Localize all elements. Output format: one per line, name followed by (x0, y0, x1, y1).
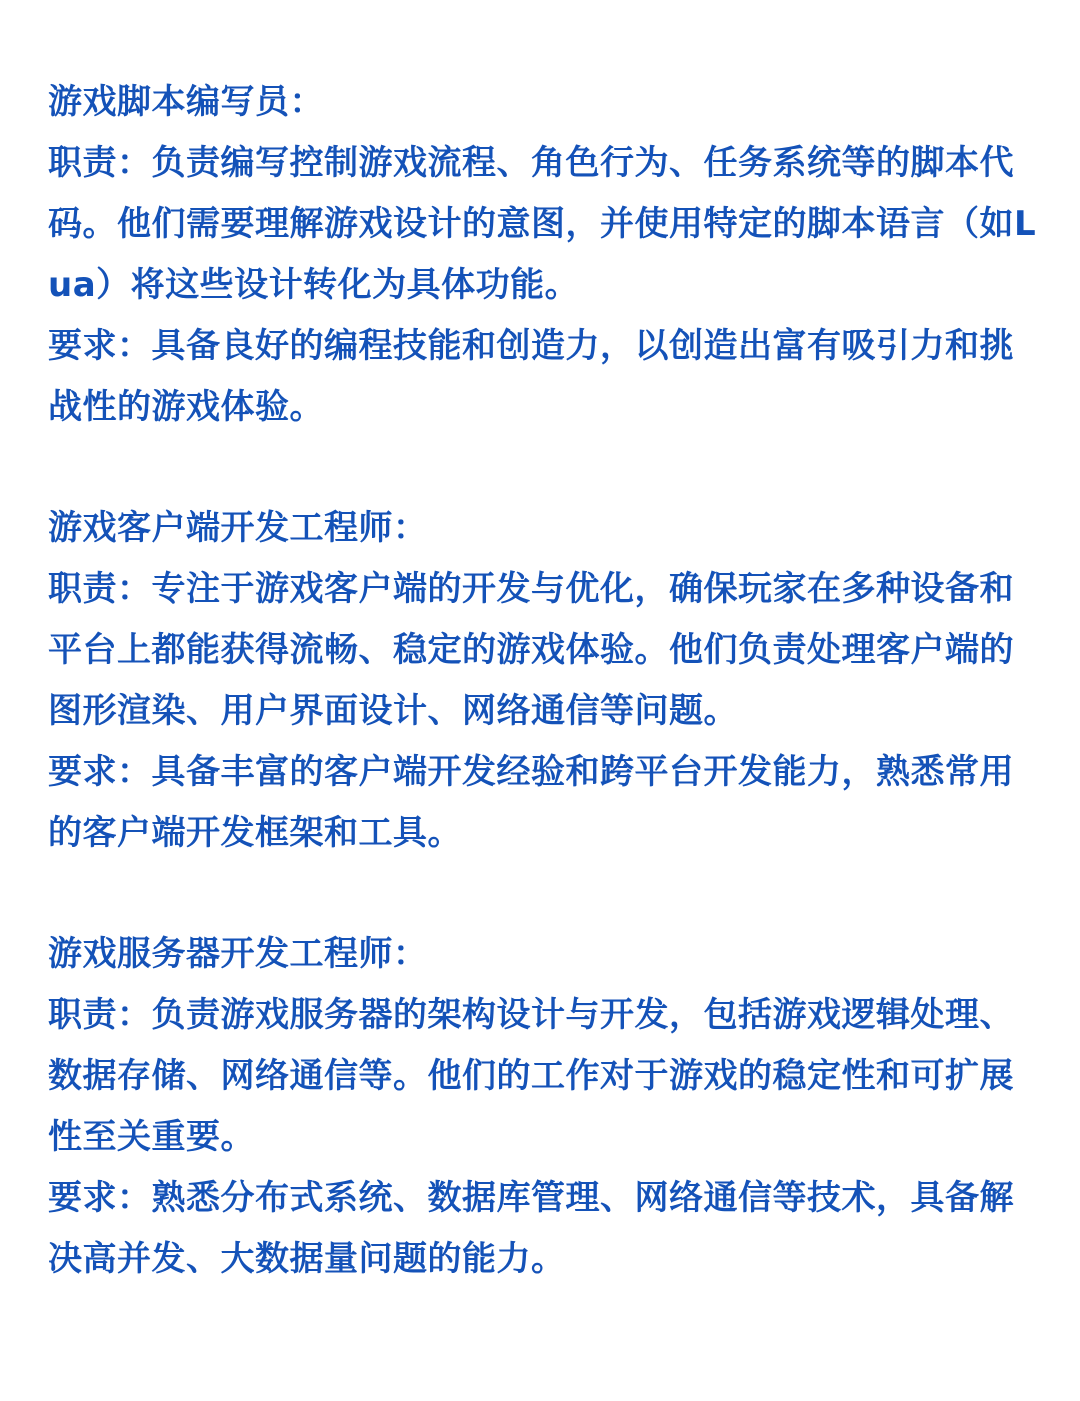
section-requirement: 要求：具备丰富的客户端开发经验和跨平台开发能力，熟悉常用的客户端开发框架和工具。 (48, 752, 1014, 853)
section-duty: 职责：负责游戏服务器的架构设计与开发，包括游戏逻辑处理、数据存储、网络通信等。他们的工作对于游戏的稳定性和可扩展性至关重要。 (48, 995, 1014, 1157)
section-title: 游戏脚本编写员： (48, 82, 324, 122)
section-title: 游戏客户端开发工程师： (48, 508, 428, 548)
job-description-document (48, 72, 1038, 1350)
section-duty: 职责：专注于游戏客户端的开发与优化，确保玩家在多种设备和平台上都能获得流畅、稳定的游戏体验。他们负责处理客户端的图形渲染、用户界面设计、网络通信等问题。 (48, 569, 1014, 731)
section-title: 游戏服务器开发工程师： (48, 934, 428, 974)
section-game-script-writer (48, 72, 1038, 438)
section-requirement: 要求：熟悉分布式系统、数据库管理、网络通信等技术，具备解决高并发、大数据量问题的能力。 (48, 1178, 1014, 1279)
section-game-client-engineer (48, 498, 1038, 864)
section-duty: 职责：负责编写控制游戏流程、角色行为、任务系统等的脚本代码。他们需要理解游戏设计的意图，并使用特定的脚本语言（如Lua）将这些设计转化为具体功能。 (48, 143, 1037, 305)
section-game-server-engineer (48, 924, 1038, 1290)
section-requirement: 要求：具备良好的编程技能和创造力，以创造出富有吸引力和挑战性的游戏体验。 (48, 326, 1014, 427)
